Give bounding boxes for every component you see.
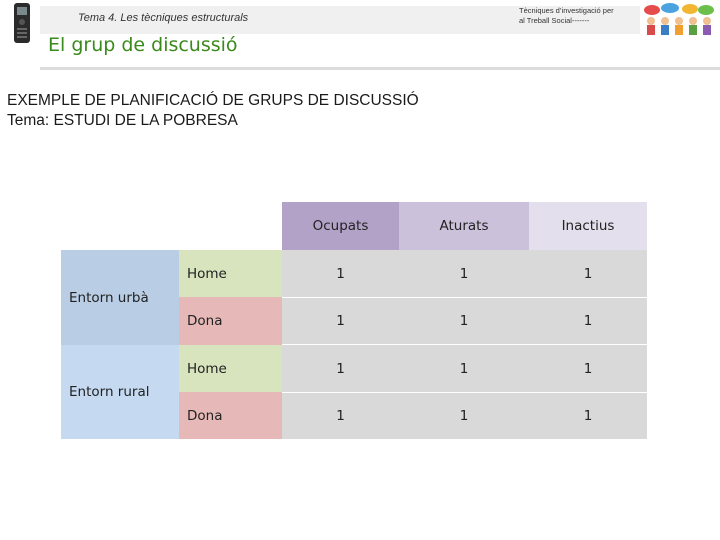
heading-line-2: Tema: ESTUDI DE LA POBRESA	[7, 112, 238, 129]
row-label: Home	[179, 250, 282, 297]
table-cell: 1	[282, 297, 399, 345]
table-cell: 1	[529, 297, 647, 345]
course-line-2: al Treball Social-------	[519, 16, 590, 25]
table-cell: 1	[399, 250, 529, 297]
row-separator	[282, 344, 647, 345]
course-label	[519, 6, 637, 26]
row-separator	[282, 297, 647, 298]
topic-label: Tema 4. Les tècniques estructurals	[78, 12, 249, 24]
course-line-1: Tècniques d’investigació per	[519, 6, 614, 15]
row-label: Home	[179, 345, 282, 392]
group-label: Entorn urbà	[61, 250, 179, 345]
table-cell: 1	[529, 392, 647, 439]
table-cell: 1	[399, 345, 529, 392]
slide-title: El grup de discussió	[48, 34, 238, 56]
row-separator	[282, 392, 647, 393]
table-cell: 1	[399, 392, 529, 439]
section-heading	[7, 91, 419, 131]
table-cell: 1	[282, 250, 399, 297]
table-cell: 1	[529, 250, 647, 297]
title-rule	[40, 67, 720, 70]
group-label: Entorn rural	[61, 345, 179, 439]
table-cell: 1	[282, 345, 399, 392]
row-label: Dona	[179, 297, 282, 345]
table-cell: 1	[529, 345, 647, 392]
column-header: Aturats	[399, 202, 529, 250]
column-header: Ocupats	[282, 202, 399, 250]
table-cell: 1	[399, 297, 529, 345]
heading-line-1: EXEMPLE DE PLANIFICACIÓ DE GRUPS DE DISCUSSIÓ	[7, 92, 419, 109]
voice-recorder-icon	[8, 2, 36, 44]
row-label: Dona	[179, 392, 282, 439]
column-header: Inactius	[529, 202, 647, 250]
table-cell: 1	[282, 392, 399, 439]
people-speech-bubbles-icon	[642, 2, 716, 36]
